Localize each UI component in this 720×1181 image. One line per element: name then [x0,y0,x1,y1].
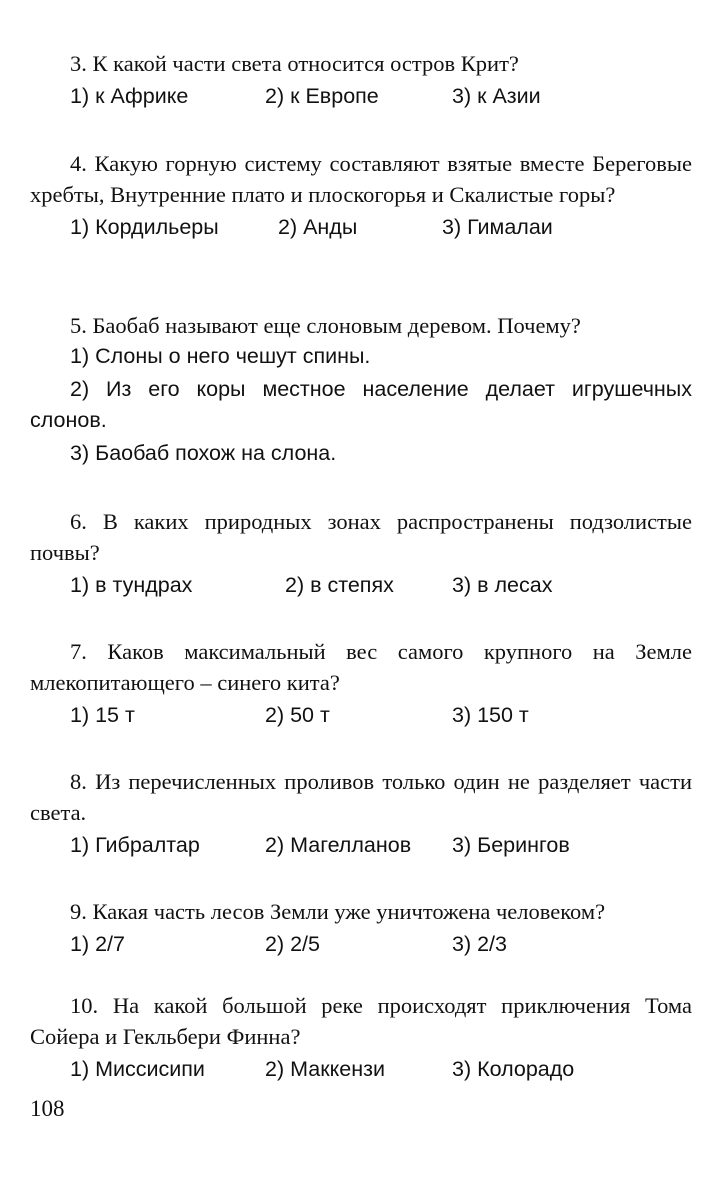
question-6 [30,506,692,602]
question-text: 10. На какой большой реке происходят приключения Тома Сойера и Гекльбери Финна? [30,993,692,1049]
option-3: 3) 150 т [452,703,529,727]
question-4 [30,148,692,244]
option-3: 3) в лесах [452,573,553,597]
option-3: 3) 2/3 [452,932,507,956]
option-2: 2) 2/5 [265,932,320,956]
answer-options [30,1052,692,1086]
option-1: 1) Гибралтар [70,833,200,857]
question-text: 5. Баобаб называют еще слоновым деревом. Почему? [70,313,581,338]
option-2: 2) 50 т [265,703,330,727]
question-text: 3. К какой части света относится остров Крит? [70,51,519,76]
option-1: 1) Слоны о него чешут спины. [70,344,371,368]
option-2: 2) к Европе [265,84,379,108]
option-1: 1) к Африке [70,84,189,108]
option-2: 2) Анды [278,215,358,239]
answer-options [30,79,692,113]
option-2: 2) Из его коры местное население делает игрушечных слонов. [30,377,692,432]
question-text: 9. Какая часть лесов Земли уже уничтожена человеком? [70,899,606,924]
page-number: 108 [30,1096,65,1121]
question-7 [30,636,692,732]
answer-options [30,698,692,732]
question-text: 7. Каков максимальный вес самого крупного на Земле млекопитающего – синего кита? [30,639,692,695]
option-3: 3) Баобаб похож на слона. [70,441,337,465]
option-2: 2) Маккензи [265,1057,385,1081]
option-3: 3) Гималаи [442,215,553,239]
question-10 [30,990,692,1086]
answer-options [30,828,692,862]
option-1: 1) Миссисипи [70,1057,205,1081]
option-2: 2) в степях [285,573,394,597]
option-3: 3) Колорадо [452,1057,575,1081]
question-8 [30,766,692,862]
question-3 [30,48,692,113]
question-text: 6. В каких природных зонах распространены подзолистые почвы? [30,509,692,565]
option-3: 3) Берингов [452,833,570,857]
option-1: 1) Кордильеры [70,215,219,239]
answer-options [30,927,692,961]
option-1: 1) в тундрах [70,573,193,597]
answer-options [30,568,692,602]
option-1: 1) 15 т [70,703,135,727]
question-text: 4. Какую горную систему составляют взятые вместе Береговые хребты, Внутренние плато и плоскогорья и Скалистые горы? [30,151,692,207]
question-9 [30,896,692,961]
question-5 [30,310,692,471]
option-2: 2) Магелланов [265,833,412,857]
answer-options [30,210,692,244]
option-1: 1) 2/7 [70,932,125,956]
question-text: 8. Из перечисленных проливов только один не разделяет части света. [30,769,692,825]
option-3: 3) к Азии [452,84,541,108]
